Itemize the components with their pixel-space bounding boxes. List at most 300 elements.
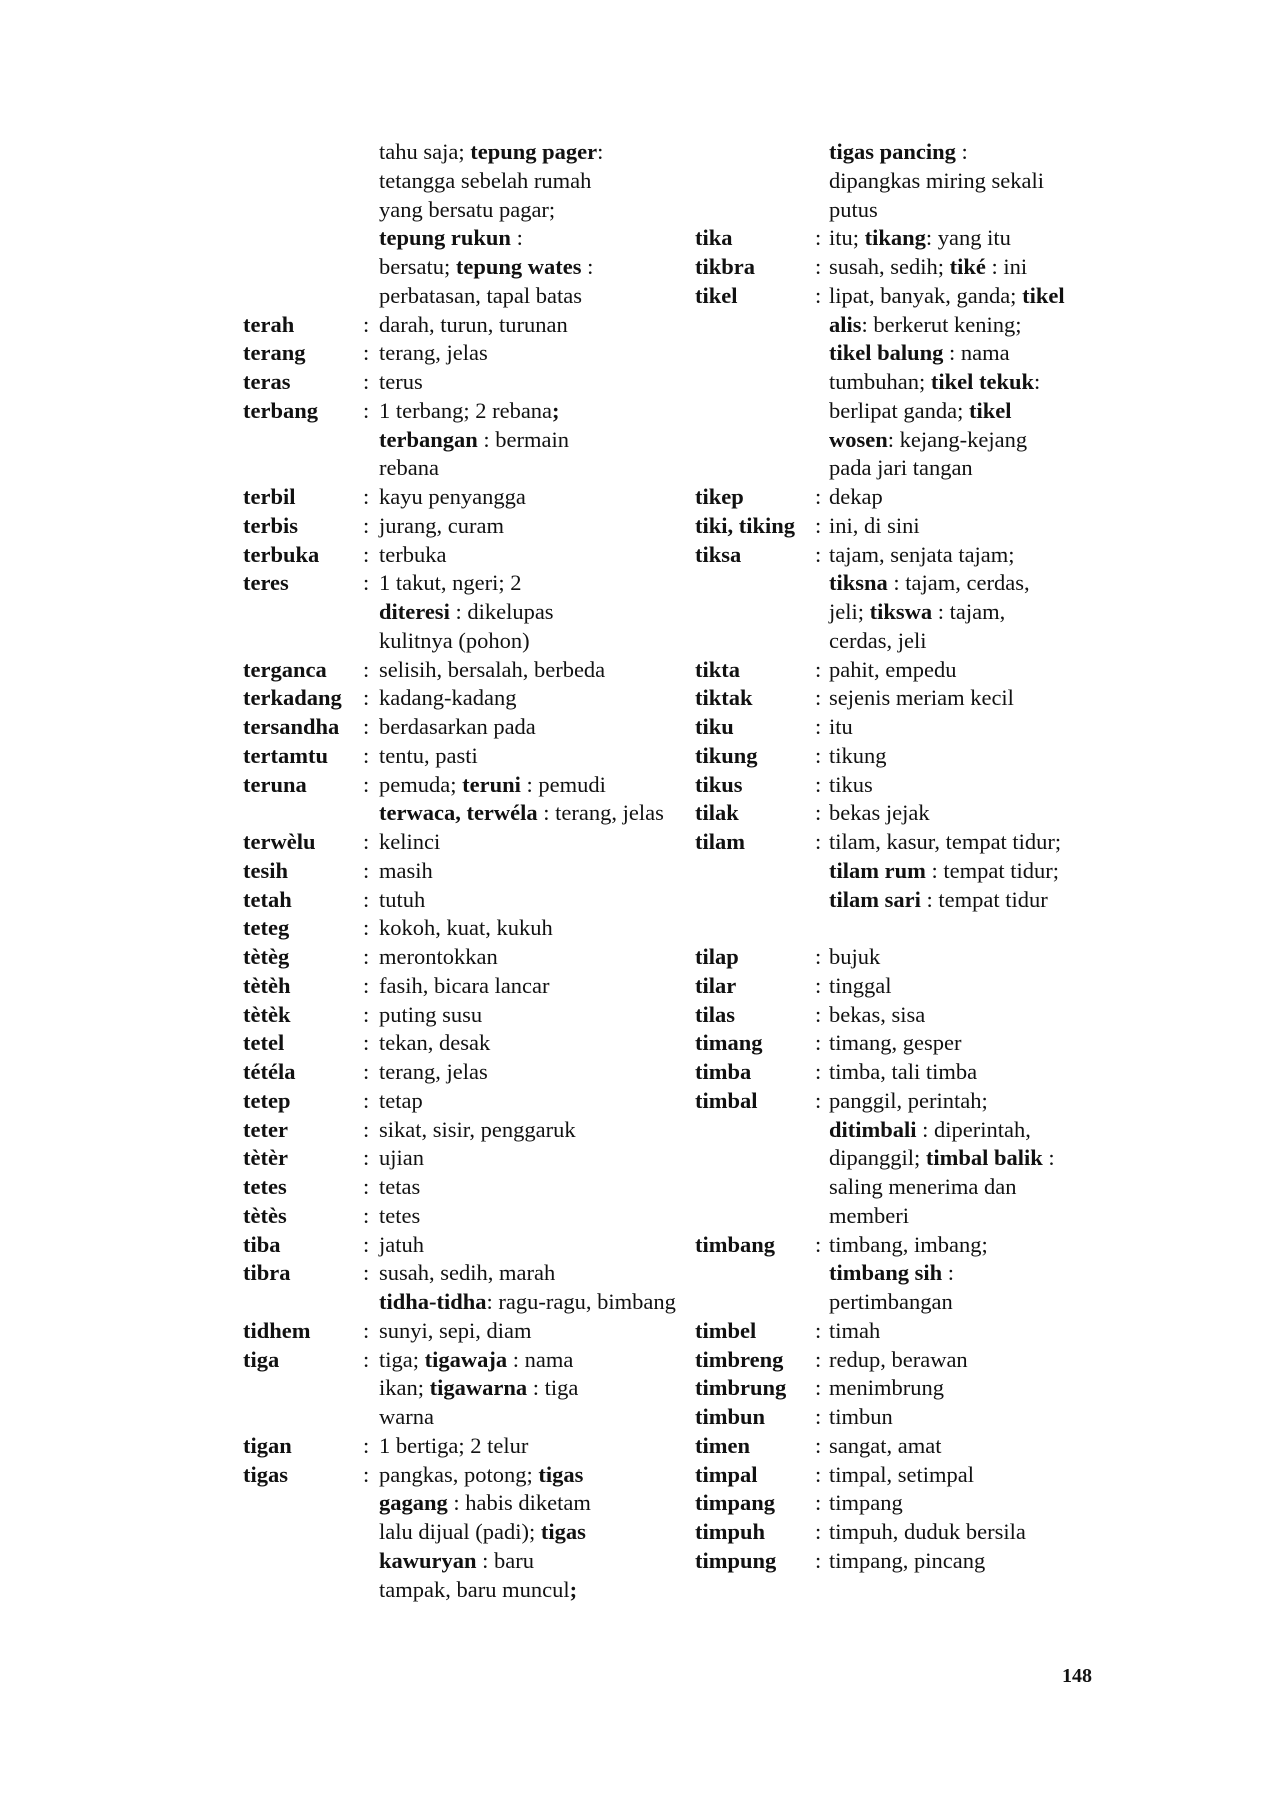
colon-separator: : xyxy=(363,972,370,998)
definition-continuation xyxy=(243,138,643,167)
dictionary-entry xyxy=(243,1288,676,1317)
dictionary-entry xyxy=(695,1058,1115,1087)
colon-separator: : xyxy=(363,570,370,596)
definition-text: tigas pancing : xyxy=(829,139,968,164)
colon-separator: : xyxy=(815,1519,822,1544)
colon-separator: : xyxy=(815,944,822,969)
colon-separator: : xyxy=(815,225,822,251)
definition-text: kadang-kadang xyxy=(379,685,517,711)
definition-text: saling menerima dan xyxy=(829,1174,1017,1199)
definition-text: tajam, senjata tajam; xyxy=(829,541,1015,567)
definition-text: tiga; tigawaja : nama xyxy=(379,1346,574,1372)
colon-separator: : xyxy=(363,656,370,682)
headword: tiku xyxy=(695,714,734,739)
headword: teres xyxy=(243,570,289,596)
headword: terah xyxy=(243,311,295,337)
bold-subentry: tikel xyxy=(1022,282,1065,308)
dictionary-entry xyxy=(695,771,1115,800)
colon-separator: : xyxy=(815,1404,822,1429)
headword: teteg xyxy=(243,915,290,941)
dictionary-entry xyxy=(695,224,1115,253)
dictionary-entry xyxy=(243,1317,643,1346)
colon-separator: : xyxy=(815,829,822,854)
dictionary-entry xyxy=(243,541,643,570)
bold-subentry: tikang xyxy=(864,225,926,251)
definition-continuation xyxy=(695,138,1115,167)
dictionary-entry xyxy=(243,1173,643,1202)
colon-separator: : xyxy=(815,771,822,797)
colon-separator: : xyxy=(363,1001,370,1027)
headword: tikbra xyxy=(695,254,756,279)
headword: timpuh xyxy=(695,1519,766,1544)
colon-separator: : xyxy=(363,714,370,739)
definition-text: tumbuhan; tikel tekuk: xyxy=(829,369,1041,394)
definition-text: tetangga sebelah rumah xyxy=(379,167,592,193)
dictionary-entry xyxy=(243,943,643,972)
definition-text: masih xyxy=(379,857,433,883)
definition-continuation xyxy=(243,1576,643,1605)
headword: timba xyxy=(695,1059,752,1084)
definition-text: wosen: kejang-kejang xyxy=(829,426,1028,452)
headword: tetel xyxy=(243,1030,285,1056)
headword: terbang xyxy=(243,397,318,423)
bold-subentry: diteresi xyxy=(379,599,450,624)
dictionary-entry xyxy=(695,656,1115,685)
definition-text: 1 terbang; 2 rebana; xyxy=(379,397,560,423)
definition-continuation xyxy=(695,339,1115,368)
definition-continuation xyxy=(243,598,643,627)
colon-separator: : xyxy=(815,685,822,711)
definition-continuation xyxy=(243,196,643,225)
definition-text: tilam rum : tempat tidur; xyxy=(829,857,1059,883)
definition-continuation xyxy=(695,1288,1115,1317)
dictionary-entry xyxy=(243,339,643,368)
headword: tilak xyxy=(695,800,739,826)
dictionary-entry xyxy=(695,1374,1115,1403)
headword: tilar xyxy=(695,972,737,998)
bold-subentry: tilam sari xyxy=(829,886,921,912)
definition-continuation xyxy=(243,1547,643,1576)
headword: tètèg xyxy=(243,944,290,969)
definition-continuation xyxy=(695,1144,1115,1173)
definition-text: bersatu; tepung wates : xyxy=(379,254,594,279)
dictionary-entry xyxy=(243,1029,643,1058)
headword: tika xyxy=(695,225,733,251)
headword: tigas xyxy=(243,1461,288,1487)
colon-separator: : xyxy=(363,915,370,941)
headword: tétéla xyxy=(243,1059,296,1084)
colon-separator: : xyxy=(363,1030,370,1056)
colon-separator: : xyxy=(815,1030,822,1056)
dictionary-entry xyxy=(243,713,643,742)
headword: terang xyxy=(243,340,306,366)
colon-separator: : xyxy=(815,1059,822,1084)
bold-subentry: ; xyxy=(552,397,560,423)
colon-separator: : xyxy=(363,1059,370,1084)
definition-text: lipat, banyak, ganda; tikel xyxy=(829,282,1065,308)
headword: teruna xyxy=(243,771,307,797)
dictionary-entry xyxy=(695,483,1115,512)
dictionary-entry xyxy=(243,914,643,943)
colon-separator: : xyxy=(363,1116,370,1142)
definition-text: sejenis meriam kecil xyxy=(829,685,1014,711)
colon-separator: : xyxy=(363,886,370,912)
colon-separator: : xyxy=(815,714,822,739)
colon-separator: : xyxy=(815,512,822,538)
bold-subentry: tilam rum xyxy=(829,857,926,883)
colon-separator: : xyxy=(815,1346,822,1372)
colon-separator: : xyxy=(815,972,822,998)
headword: tiksa xyxy=(695,541,742,567)
dictionary-entry xyxy=(695,1489,1115,1518)
bold-subentry: ditimbali xyxy=(829,1116,917,1142)
headword: timen xyxy=(695,1432,750,1458)
dictionary-entry xyxy=(695,512,1115,541)
definition-text: memberi xyxy=(829,1202,909,1228)
right-column xyxy=(695,138,1115,1576)
colon-separator: : xyxy=(363,829,370,854)
definition-text: kokoh, kuat, kukuh xyxy=(379,915,553,941)
headword: terwèlu xyxy=(243,829,316,854)
bold-subentry: tigas pancing xyxy=(829,139,956,164)
definition-text: perbatasan, tapal batas xyxy=(379,282,583,308)
colon-separator: : xyxy=(815,1001,822,1027)
dictionary-entry xyxy=(695,1317,1115,1346)
definition-continuation xyxy=(695,886,1115,915)
colon-separator: : xyxy=(363,1260,370,1286)
definition-text: timbun xyxy=(829,1404,893,1429)
definition-text: 1 bertiga; 2 telur xyxy=(379,1432,529,1458)
bold-subentry: alis xyxy=(829,311,862,337)
colon-separator: : xyxy=(815,254,822,279)
definition-text: terbuka xyxy=(379,541,447,567)
definition-text: timpang, pincang xyxy=(829,1547,986,1573)
colon-separator: : xyxy=(363,685,370,711)
dictionary-entry xyxy=(243,1144,643,1173)
bold-subentry: tigawaja xyxy=(424,1346,508,1372)
definition-text: dipanggil; timbal balik : xyxy=(829,1145,1055,1171)
definition-text: dekap xyxy=(829,484,883,509)
definition-continuation xyxy=(695,1259,1115,1288)
entry-text: tidha-tidha: ragu-ragu, bimbang xyxy=(379,1289,676,1314)
definition-text: 1 takut, ngeri; 2 xyxy=(379,570,522,596)
bold-subentry: teruni xyxy=(462,771,521,797)
definition-continuation xyxy=(243,627,643,656)
definition-text: alis: berkerut kening; xyxy=(829,311,1022,337)
definition-text: gagang : habis diketam xyxy=(379,1490,591,1516)
definition-text: kulitnya (pohon) xyxy=(379,627,530,653)
colon-separator: : xyxy=(815,1547,822,1573)
definition-text: tilam, kasur, tempat tidur; xyxy=(829,829,1062,854)
bold-subentry: tigawarna xyxy=(429,1375,528,1401)
definition-text: tahu saja; tepung pager: xyxy=(379,139,604,164)
dictionary-entry xyxy=(243,1058,643,1087)
definition-text: terus xyxy=(379,369,423,394)
dictionary-entry xyxy=(695,1547,1115,1576)
headword: terbil xyxy=(243,484,296,509)
colon-separator: : xyxy=(815,1231,822,1257)
bold-subentry: terbangan xyxy=(379,426,478,452)
definition-continuation xyxy=(695,627,1115,656)
definition-text: tetas xyxy=(379,1174,421,1199)
dictionary-entry xyxy=(243,512,643,541)
definition-text: pahit, empedu xyxy=(829,656,957,682)
definition-continuation xyxy=(243,253,643,282)
colon-separator: : xyxy=(363,512,370,538)
bold-subentry: tepung wates xyxy=(455,254,582,279)
definition-continuation xyxy=(243,224,643,253)
definition-text: kelinci xyxy=(379,829,441,854)
dictionary-entry xyxy=(243,397,643,426)
definition-continuation xyxy=(695,857,1115,886)
colon-separator: : xyxy=(363,541,370,567)
definition-continuation xyxy=(695,167,1115,196)
definition-text: rebana xyxy=(379,455,439,481)
headword: tigan xyxy=(243,1432,292,1458)
definition-text: bekas, sisa xyxy=(829,1001,926,1027)
headword: tiktak xyxy=(695,685,753,711)
headword: tikta xyxy=(695,656,740,682)
dictionary-entry xyxy=(243,656,643,685)
definition-text: fasih, bicara lancar xyxy=(379,972,550,998)
headword: tetep xyxy=(243,1087,291,1113)
headword: tètès xyxy=(243,1202,287,1228)
definition-text: jatuh xyxy=(379,1231,424,1257)
dictionary-entry xyxy=(243,857,643,886)
dictionary-entry xyxy=(243,1001,643,1030)
dictionary-entry xyxy=(695,1432,1115,1461)
dictionary-entry xyxy=(243,771,643,800)
headword: terganca xyxy=(243,656,327,682)
definition-continuation xyxy=(243,426,643,455)
colon-separator: : xyxy=(363,1231,370,1257)
headword: tetes xyxy=(243,1174,287,1199)
dictionary-entry xyxy=(695,282,1115,311)
definition-text: timbang sih : xyxy=(829,1260,955,1286)
dictionary-entry xyxy=(695,1346,1115,1375)
definition-text: berlipat ganda; tikel xyxy=(829,397,1012,423)
bold-subentry: tikswa xyxy=(869,599,933,624)
definition-text: terang, jelas xyxy=(379,340,488,366)
dictionary-entry xyxy=(695,1518,1115,1547)
colon-separator: : xyxy=(363,340,370,366)
definition-text: jeli; tikswa : tajam, xyxy=(829,599,1006,624)
definition-text: tekan, desak xyxy=(379,1030,491,1056)
bold-subentry: tigas xyxy=(540,1519,586,1544)
colon-separator: : xyxy=(363,1202,370,1228)
definition-continuation xyxy=(243,1489,643,1518)
definition-text: timpang xyxy=(829,1490,903,1516)
definition-text: timpuh, duduk bersila xyxy=(829,1519,1026,1544)
headword: tibra xyxy=(243,1260,291,1286)
definition-text: tikel balung : nama xyxy=(829,340,1010,366)
bold-subentry: wosen xyxy=(829,426,888,452)
definition-continuation xyxy=(695,1116,1115,1145)
definition-continuation xyxy=(695,569,1115,598)
colon-separator: : xyxy=(363,1174,370,1199)
definition-text: warna xyxy=(379,1404,434,1429)
colon-separator: : xyxy=(363,1432,370,1458)
definition-text: tinggal xyxy=(829,972,892,998)
colon-separator: : xyxy=(815,742,822,768)
headword: timpung xyxy=(695,1547,777,1573)
definition-continuation xyxy=(243,1374,643,1403)
definition-text: tetap xyxy=(379,1087,423,1113)
definition-text: tentu, pasti xyxy=(379,742,478,768)
definition-continuation xyxy=(243,167,643,196)
bold-subentry: tikel tekuk xyxy=(930,369,1035,394)
dictionary-entry xyxy=(695,1029,1115,1058)
definition-text: tampak, baru muncul; xyxy=(379,1576,578,1602)
headword: timpal xyxy=(695,1461,758,1487)
definition-text: puting susu xyxy=(379,1001,483,1027)
definition-text: merontokkan xyxy=(379,944,498,969)
definition-text: terang, jelas xyxy=(379,1059,488,1084)
colon-separator: : xyxy=(815,1375,822,1401)
definition-text: sangat, amat xyxy=(829,1432,942,1458)
definition-text: berdasarkan pada xyxy=(379,714,536,739)
colon-separator: : xyxy=(363,1317,370,1343)
colon-separator: : xyxy=(815,800,822,826)
dictionary-entry xyxy=(695,1087,1115,1116)
definition-text: itu xyxy=(829,714,853,739)
colon-separator: : xyxy=(363,397,370,423)
dictionary-entry xyxy=(695,684,1115,713)
colon-separator: : xyxy=(363,1145,370,1171)
bold-subentry: tikel balung xyxy=(829,340,944,366)
headword: tertamtu xyxy=(243,742,328,768)
headword: tiki, tiking xyxy=(695,512,796,538)
headword: tètèk xyxy=(243,1001,291,1027)
colon-separator: : xyxy=(815,1490,822,1516)
page-number: 148 xyxy=(1062,1665,1092,1687)
dictionary-entry xyxy=(243,1202,643,1231)
headword: tikung xyxy=(695,742,758,768)
definition-text: pada jari tangan xyxy=(829,455,973,481)
definition-text: ini, di sini xyxy=(829,512,920,538)
definition-text: panggil, perintah; xyxy=(829,1087,988,1113)
dictionary-entry xyxy=(695,799,1115,828)
headword: terbis xyxy=(243,512,298,538)
headword: tikus xyxy=(695,771,743,797)
dictionary-entry xyxy=(695,713,1115,742)
dictionary-entry xyxy=(243,972,643,1001)
dictionary-entry xyxy=(243,828,643,857)
dictionary-entry xyxy=(243,684,643,713)
colon-separator: : xyxy=(815,1432,822,1458)
bold-subentry: tepung rukun xyxy=(379,225,511,251)
colon-separator: : xyxy=(815,484,822,509)
dictionary-entry xyxy=(243,483,643,512)
definition-text: tepung rukun : xyxy=(379,225,523,251)
dictionary-entry xyxy=(243,368,643,397)
bold-subentry: tidha-tidha xyxy=(379,1289,487,1314)
colon-separator: : xyxy=(363,771,370,797)
headword: tiga xyxy=(243,1346,280,1372)
definition-text: tetes xyxy=(379,1202,421,1228)
colon-separator: : xyxy=(815,656,822,682)
definition-text: susah, sedih; tiké : ini xyxy=(829,254,1028,279)
headword: tetah xyxy=(243,886,292,912)
colon-separator: : xyxy=(363,944,370,969)
bold-subentry: tikel xyxy=(968,397,1012,423)
headword: tilap xyxy=(695,944,739,969)
colon-separator: : xyxy=(363,857,370,883)
headword: timbal xyxy=(695,1087,758,1113)
definition-text: kawuryan : baru xyxy=(379,1547,535,1573)
bold-subentry: terwaca, terwéla xyxy=(379,800,538,826)
dictionary-entry xyxy=(695,828,1115,857)
headword: terkadang xyxy=(243,685,342,711)
definition-text: sunyi, sepi, diam xyxy=(379,1317,532,1343)
definition-text: selisih, bersalah, berbeda xyxy=(379,656,606,682)
dictionary-entry xyxy=(243,1259,643,1288)
dictionary-entry xyxy=(243,1116,643,1145)
bold-subentry: timbang sih xyxy=(829,1260,943,1286)
definition-text: bekas jejak xyxy=(829,800,930,826)
colon-separator: : xyxy=(363,1087,370,1113)
definition-text: dipangkas miring sekali xyxy=(829,167,1044,193)
definition-text: tilam sari : tempat tidur xyxy=(829,886,1048,912)
dictionary-entry xyxy=(243,799,664,828)
definition-continuation xyxy=(243,1518,643,1547)
dictionary-entry xyxy=(695,1403,1115,1432)
left-column xyxy=(243,138,676,1604)
definition-text: pemuda; teruni : pemudi xyxy=(379,771,606,797)
definition-text: lalu dijual (padi); tigas xyxy=(379,1519,586,1544)
dictionary-entry xyxy=(695,1461,1115,1490)
definition-text: ditimbali : diperintah, xyxy=(829,1116,1031,1142)
headword: timbreng xyxy=(695,1346,784,1372)
definition-text: menimbrung xyxy=(829,1375,944,1401)
colon-separator: : xyxy=(815,541,822,567)
headword: tesih xyxy=(243,857,288,883)
definition-text: timah xyxy=(829,1317,881,1343)
definition-text: tiksna : tajam, cerdas, xyxy=(829,570,1030,596)
headword: tètèh xyxy=(243,972,291,998)
definition-continuation xyxy=(695,196,1115,225)
dictionary-entry xyxy=(243,1461,643,1490)
colon-separator: : xyxy=(815,1317,822,1343)
headword: teras xyxy=(243,369,291,394)
definition-continuation xyxy=(695,397,1115,426)
definition-text: timang, gesper xyxy=(829,1030,962,1056)
dictionary-entry xyxy=(695,253,1115,282)
headword: tiba xyxy=(243,1231,281,1257)
dictionary-entry xyxy=(695,972,1115,1001)
definition-continuation xyxy=(695,454,1115,483)
bold-subentry: ; xyxy=(569,1576,578,1602)
colon-separator: : xyxy=(815,1087,822,1113)
definition-text: yang bersatu pagar; xyxy=(379,196,556,222)
dictionary-entry xyxy=(695,742,1115,771)
colon-separator: : xyxy=(363,742,370,768)
headword: timbrung xyxy=(695,1375,787,1401)
bold-subentry: tiksna xyxy=(829,570,888,596)
definition-continuation xyxy=(695,311,1115,340)
definition-text: timba, tali timba xyxy=(829,1059,978,1084)
colon-separator: : xyxy=(815,282,822,308)
definition-text: jurang, curam xyxy=(379,512,504,538)
dictionary-entry xyxy=(695,541,1115,570)
definition-text: tikung xyxy=(829,742,887,768)
colon-separator: : xyxy=(363,369,370,394)
definition-text: pangkas, potong; tigas xyxy=(379,1461,584,1487)
dictionary-entry xyxy=(695,1001,1115,1030)
entry-text: terwaca, terwéla : terang, jelas xyxy=(379,800,664,826)
headword: terbuka xyxy=(243,541,320,567)
definition-continuation xyxy=(695,1173,1115,1202)
